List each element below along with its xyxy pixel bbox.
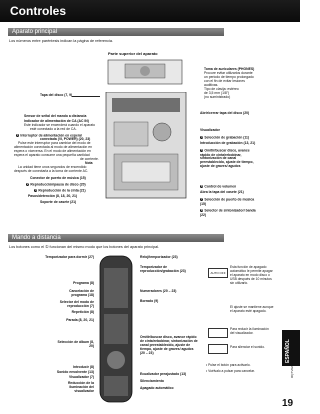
remote-label: Cancelación de programa (18) <box>69 289 94 297</box>
remote-label: Borrado (9) <box>140 299 159 303</box>
remote-label: Numeradores (20 – 23) <box>140 289 177 293</box>
phones-desc: Procure evitar utilizarlos durante <box>204 71 253 75</box>
remote-label: Selector del modo de reproducción (7) <box>59 300 94 308</box>
note-desc: La unidad tiene unos segundos de encendido <box>18 165 87 169</box>
language-tab <box>282 330 300 366</box>
standby-desc: espera o viceversa. En el modo de alimentación en <box>14 149 91 153</box>
phones-desc: con el fin de evitar lesiones <box>204 79 245 83</box>
device-front-illustration <box>100 92 192 200</box>
remote-label: Ecualizador preajustado (13) <box>140 372 187 376</box>
callout-number: 7 <box>200 198 203 201</box>
remote-label: Silenciamiento <box>140 379 164 383</box>
label-open-close: Abrir/cerrar tapa del disco (20) <box>200 111 250 115</box>
label-standby-2: conectada (!/I, POWER) (20, 23) <box>40 137 91 141</box>
remote-label: Selección de álbum (8, 20) <box>57 340 94 348</box>
label-music-port-conn: Conector de puerto de música (15) <box>30 176 86 180</box>
dimmer-text: Para reducir la iluminación del visualizador. <box>230 327 269 335</box>
remote-label: Temporizador de reproducción/grabación (23) <box>140 265 186 273</box>
label-tuner-text: Selector de sintonizador/ banda (22) <box>200 208 256 217</box>
auto-off-text-2: El ajuste se mantiene aunque el aparato esté apagado. <box>230 305 274 313</box>
phones-desc: Tipo de clavija: estéreo <box>204 87 239 91</box>
label-skip-text: Omitir/buscar disco, avance rápido de cinta/rebobinar, sintonización de canal preestablecido, ajuste de tiempo, ajuste de graves/ agudos <box>200 148 254 169</box>
phones-desc: (no suministrado) <box>204 95 231 99</box>
mute-text: Para silenciar el sonido. <box>230 345 266 349</box>
label-tuner <box>200 209 256 217</box>
ac-indicator-desc: esté conectado a la red de CA. <box>30 127 77 131</box>
label-tape-play <box>34 189 86 194</box>
standby-desc: alimentación conectada al modo de alimentación en <box>14 145 93 149</box>
callout-number: 3 <box>34 189 37 192</box>
label-volume <box>200 185 236 190</box>
callout-number: 6 <box>200 185 203 188</box>
bullet-text: Vuélvalo a pulsar para cancelar. <box>208 369 255 373</box>
mute-button <box>208 344 228 354</box>
top-view-label: Parte superior del aparato <box>108 51 158 56</box>
callout-number: 5 <box>200 149 203 152</box>
standby-desc: espera el aparato consume una pequeña cantidad <box>14 153 90 157</box>
remote-label: Programa (8) <box>73 281 94 285</box>
label-volume-text: Control de volumen <box>204 184 237 189</box>
bullet: • Pulse el botón para activarlo. <box>206 363 251 367</box>
note-label: Nota <box>85 161 93 165</box>
section-intro-remote: Los botones como el ① funcionan del mismo modo que los botones del aparato principal. <box>9 245 160 249</box>
phones-desc: un periodo de tiempo prolongado <box>204 75 254 79</box>
label-skip-search: Pasos/detención (8, 18, 20, 21) <box>28 194 77 198</box>
section-heading-main-unit: Aparato principal <box>8 28 224 36</box>
label-tape-play-text: Reproducción de la cinta (21) <box>38 188 86 193</box>
device-top-illustration <box>100 58 190 88</box>
remote-label: Repetición (8) <box>71 310 94 314</box>
auto-off-button: AUTO OFF <box>208 268 228 278</box>
language-label: ESPAÑOL <box>285 339 291 363</box>
dimmer-button <box>208 328 228 338</box>
remote-label: Introducir (8) <box>73 365 94 369</box>
label-standby-text: Interruptor de alimentación en espera/ <box>20 133 83 138</box>
callout-number: 2 <box>26 183 29 186</box>
remote-label: Parada (8, 20, 21) <box>66 318 94 322</box>
label-vol: Introducción de grabación (13, 21) <box>200 141 256 145</box>
page-title: Controles <box>10 4 67 18</box>
doc-code: RQTV0284 <box>290 362 294 378</box>
bullet: • Vuélvalo a pulsar para cancelar. <box>206 369 255 373</box>
label-deck-open: Soporte de casete (21) <box>40 200 77 204</box>
label-play-pause-text: Reproducción/pausa de disco (20) <box>30 182 86 187</box>
remote-label: Sonido envolvente (13) <box>56 370 94 374</box>
page-number: 19 <box>282 398 294 409</box>
label-rec <box>200 136 249 141</box>
remote-label: Visualizador (7) <box>69 375 94 379</box>
remote-label: Omitir/buscar disco, avance rápido de cinta/rebobinar, sintonización de canal preestablecido, ajuste de tiempo, ajuste de graves/ agudos (20 – 23) <box>140 335 198 355</box>
bullet-text: Pulse el botón para activarlo. <box>208 363 251 367</box>
label-play-pause <box>26 183 86 188</box>
callout-number: 4 <box>200 136 203 139</box>
label-ac-indicator: Indicador de alimentación de CA (AC IN) <box>24 119 89 123</box>
label-rec-text: Selección de grabación (11) <box>204 135 250 140</box>
label-tape-deck: Tapa del disco (7, 9) <box>40 93 73 97</box>
remote-label: Apagado automático <box>140 386 174 390</box>
header-bar <box>0 0 300 22</box>
ac-indicator-desc: Este indicador se encenderá cuando el aparato <box>24 123 96 127</box>
auto-off-text: Esta función de apagado automático le permite apagar el aparato en modo disco o USB después de 10 minutos sin utilizarlo. <box>230 265 273 285</box>
leader-line <box>72 96 100 97</box>
label-skip <box>200 149 258 169</box>
remote-label: Temporizador para dormir (27) <box>45 255 94 259</box>
label-phones: Toma de auriculares (PHONES) <box>204 67 255 71</box>
phones-desc: de 3,5 mm (1/8") <box>204 91 230 95</box>
phones-desc: auditivas. <box>204 83 219 87</box>
label-func-text: Selección de puerto de música (15) <box>200 197 255 206</box>
note-desc: después de conectarla a la toma de corriente AC. <box>14 169 89 173</box>
label-display: Visualizador <box>200 128 220 132</box>
remote-illustration <box>96 254 136 404</box>
remote-label: Reloj/temporizador (23) <box>140 255 178 259</box>
label-deck-open2: Abra la tapa del casete (21) <box>200 190 244 194</box>
standby-desc: de corriente. <box>80 157 99 161</box>
section-heading-remote: Mando a distancia <box>8 234 224 242</box>
label-remote-sensor: Sensor de señal del mando a distancia <box>24 114 87 118</box>
callout-number: 8 <box>200 209 203 212</box>
section-intro: Los números entre paréntesis indican la página de referencia. <box>9 39 114 43</box>
standby-desc: Pulse este interruptor para cambiar del modo de <box>18 141 91 145</box>
remote-label: Reducción de la iluminación del visualizador <box>67 381 94 393</box>
callout-number: 1 <box>16 134 19 137</box>
label-func <box>200 198 256 206</box>
